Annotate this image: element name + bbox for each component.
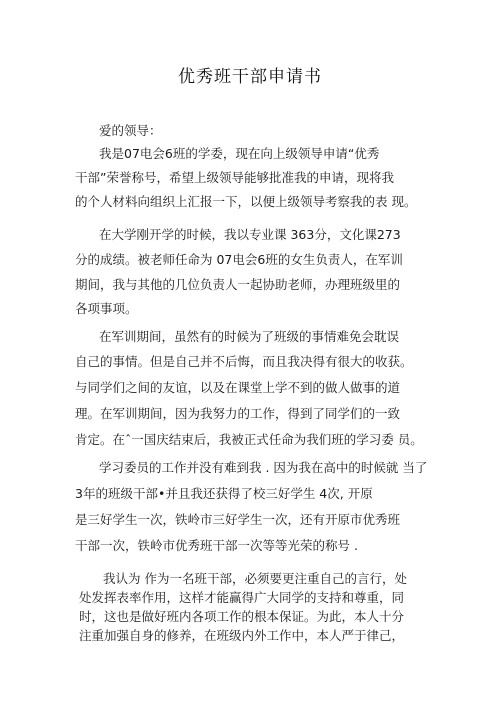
text-line: 3年的班级干部•并且我还获得了校三好学生 4次, 开原 <box>75 486 373 501</box>
text-line: 时，这也是做好班内各项工作的根本保证。为此，本人十分 <box>79 609 405 624</box>
text-line: 各项事项。 <box>75 301 138 316</box>
text-line: 学习委员的工作并没有难到我 . 因为我在高中的时候就 当了 <box>99 460 428 475</box>
text-line: 肯定。在ˆ一国庆结束后，我被正式任命为我们班的学习委 员。 <box>75 432 423 447</box>
text-line: 在大学刚开学的时候，我以专业课 363分，文化课273 <box>99 227 401 242</box>
document-title: 优秀班干部申请书 <box>178 67 322 87</box>
text-line: 处发挥表率作用，这样才能赢得广大同学的支持和尊重，同 <box>79 590 405 605</box>
text-line: 理。在军训期间，因为我努力的工作，得到了同学们的一致 <box>75 406 401 421</box>
text-line: 干部一次，铁岭市优秀班干部一次等等光荣的称号 . <box>75 538 358 553</box>
text-line: 爱的领导： <box>99 123 162 138</box>
text-line: 是三好学生一次，铁岭市三好学生一次，还有开原市优秀班 <box>75 512 401 527</box>
text-line: 注重加强自身的修养，在班级内外工作中，本人严于律己， <box>79 628 405 643</box>
text-line: 我认为 作为一名班干部，必须要更注重自己的言行，处 <box>103 571 407 586</box>
text-line: 的个人材料向组织上汇报一下，以便上级领导考察我的表 现。 <box>75 194 417 209</box>
text-line: 在军训期间，虽然有的时候为了班级的事情难免会耽误 <box>99 329 400 344</box>
text-line: 自己的事情。但是自己并不后悔，而且我决得有很大的收获。 <box>75 354 413 369</box>
text-line: 与同学们之间的友谊，以及在课堂上学不到的做人做事的道 <box>75 380 401 395</box>
text-line: 分的成绩。被老师任命为 07电会6班的女生负责人，在军训 <box>75 252 403 267</box>
text-line: 我是07电会6班的学委，现在向上级领导申请“优秀 <box>99 146 380 161</box>
text-line: 期间，我与其他的几位负责人一起协助老师，办理班级里的 <box>75 277 401 292</box>
text-line: 干部”荣誉称号，希望上级领导能够批准我的申请，现将我 <box>75 170 394 185</box>
